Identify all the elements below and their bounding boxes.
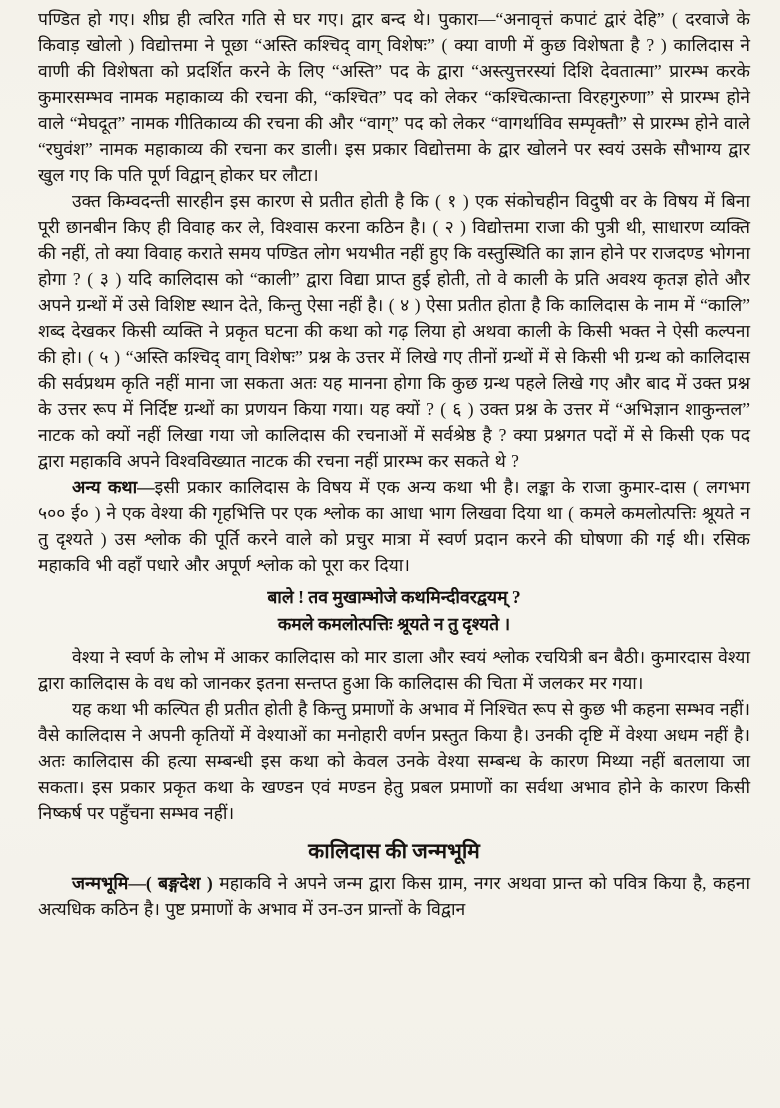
section-heading-janmabhumi: कालिदास की जन्मभूमि	[308, 839, 480, 863]
paragraph-continuation: पण्डित हो गए। शीघ्र ही त्वरित गति से घर गए। द्वार बन्द थे। पुकारा—“अनावृत्तं कपाटं द्वारं देहि” ( दरवाजे के किवाड़ खोलो ) विद्योत्तमा ने पूछा “अस्ति कश्चिद् वाग् विशेषः” ( क्या वाणी में कुछ विशेषता है ? ) कालिदास ने वाणी की विशेषता को प्रदर्शित करने के लिए “अस्ति” पद के द्वारा “अस्त्युत्तरस्यां दिशि देवतात्मा” प्रारम्भ करके कुमारसम्भव नामक महाकाव्य की रचना की, “कश्चित” पद को लेकर “कश्चित्कान्ता विरहगुरुणा” से प्रारम्भ होने वाले “मेघदूत” नामक गीतिकाव्य की रचना की और “वाग्” पद को लेकर “वागर्थाविव सम्पृक्तौ” से प्रारम्भ होने वाले “रघुवंश” नामक महाकाव्य की रचना कर डाली। इस प्रकार विद्योत्तमा के द्वार खोलने पर स्वयं उसके सौभाग्य द्वार खुल गए कि पति पूर्ण विद्वान् होकर घर लौटा।	[38, 9, 750, 185]
paragraph-lead-anya-katha: अन्य कथा—	[72, 477, 155, 497]
verse-line-2: कमले कमलोत्पत्तिः श्रूयते न तु दृश्यते ।	[277, 614, 511, 634]
verse-line-1: बाले ! तव मुखाम्भोजे कथमिन्दीवरद्वयम् ?	[267, 587, 521, 607]
sanskrit-verse	[38, 584, 750, 638]
paragraph-birthplace	[38, 870, 750, 922]
paragraph-legend-critique: उक्त किम्वदन्ती सारहीन इस कारण से प्रतीत होती है कि ( १ ) एक संकोचहीन विदुषी वर के विषय में बिना पूरी छानबीन किए ही विवाह कर ले, विश्वास करना कठिन है। ( २ ) विद्योत्तमा राजा की पुत्री थी, साधारण व्यक्ति की नहीं, तो क्या विवाह कराते समय पण्डित लोग भयभीत नहीं हुए कि वस्तुस्थिति का ज्ञान होने पर राजदण्ड भोगना होगा ? ( ३ ) यदि कालिदास को “काली” द्वारा विद्या प्राप्त हुई होती, तो वे काली के प्रति अवश्य कृतज्ञ होते और अपने ग्रन्थों में उसे विशिष्ट स्थान देते, किन्तु ऐसा नहीं है। ( ४ ) ऐसा प्रतीत होता है कि कालिदास के नाम में “कालि” शब्द देखकर किसी व्यक्ति ने प्रकृत घटना की कथा को गढ़ लिया हो अथवा काली के किसी भक्त ने ऐसी कल्पना की हो। ( ५ ) “अस्ति कश्चिद् वाग् विशेषः” प्रश्न के उत्तर में लिखे गए तीनों ग्रन्थों में से किसी भी ग्रन्थ को कालिदास की सर्वप्रथम कृति नहीं माना जा सकता अतः यह मानना होगा कि कुछ ग्रन्थ पहले लिखे गए और बाद में उक्त प्रश्न के उत्तर रूप में निर्दिष्ट ग्रन्थों का प्रणयन किया गया। यह क्यों ? ( ६ ) उक्त प्रश्न के उत्तर में “अभिज्ञान शाकुन्तल” नाटक को क्यों नहीं लिखा गया जो कालिदास की रचनाओं में सर्वश्रेष्ठ है ? क्या प्रश्नगत पदों में से किसी एक पद द्वारा महाकवि अपने विश्वविख्यात नाटक की रचना नहीं प्रारम्भ कर सकते थे ?	[38, 191, 750, 471]
paragraph-text: महाकवि ने अपने जन्म द्वारा किस ग्राम, नगर अथवा प्रान्त को पवित्र किया है, कहना अत्यधिक कठिन है। पुष्ट प्रमाणों के अभाव में उन-उन प्रान्तों के विद्वान	[38, 873, 750, 919]
paragraph-other-story	[38, 474, 750, 578]
paragraph-story-analysis: यह कथा भी कल्पित ही प्रतीत होती है किन्तु प्रमाणों के अभाव में निश्चित रूप से कुछ भी कहना सम्भव नहीं। वैसे कालिदास ने अपनी कृतियों में वेश्याओं का मनोहारी वर्णन प्रस्तुत किया है। उनकी दृष्टि में वेश्या अधम नहीं है। अतः कालिदास की हत्या सम्बन्धी इस कथा को केवल उनके वेश्या सम्बन्ध के कारण मिथ्या नहीं बतलाया जा सकता। इस प्रकार प्रकृत कथा के खण्डन एवं मण्डन हेतु प्रबल प्रमाणों का सर्वथा अभाव होने के कारण किसी निष्कर्ष पर पहुँचना सम्भव नहीं।	[38, 699, 750, 823]
paragraph-courtesan-story: वेश्या ने स्वर्ण के लोभ में आकर कालिदास को मार डाला और स्वयं श्लोक रचयित्री बन बैठी। कुमारदास वेश्या द्वारा कालिदास के वध को जानकर इतना सन्तप्त हुआ कि कालिदास की चिता में जलकर मर गया।	[38, 647, 750, 693]
paragraph-text: इसी प्रकार कालिदास के विषय में एक अन्य कथा भी है। लङ्का के राजा कुमार-दास ( लगभग ५०० ई० ) ने एक वेश्या की गृहभित्ति पर एक श्लोक का आधा भाग लिखवा दिया था ( कमले कमलोत्पत्तिः श्रूयते न तु दृश्यते ) उस श्लोक की पूर्ति करने वाले को प्रचुर मात्रा में स्वर्ण प्रदान करने की घोषणा की गई थी। रसिक महाकवि भी वहाँ पधारे और अपूर्ण श्लोक को पूरा कर दिया।	[38, 477, 750, 575]
paragraph-lead-janmabhumi: जन्मभूमि—( बङ्गदेश )	[72, 873, 220, 893]
